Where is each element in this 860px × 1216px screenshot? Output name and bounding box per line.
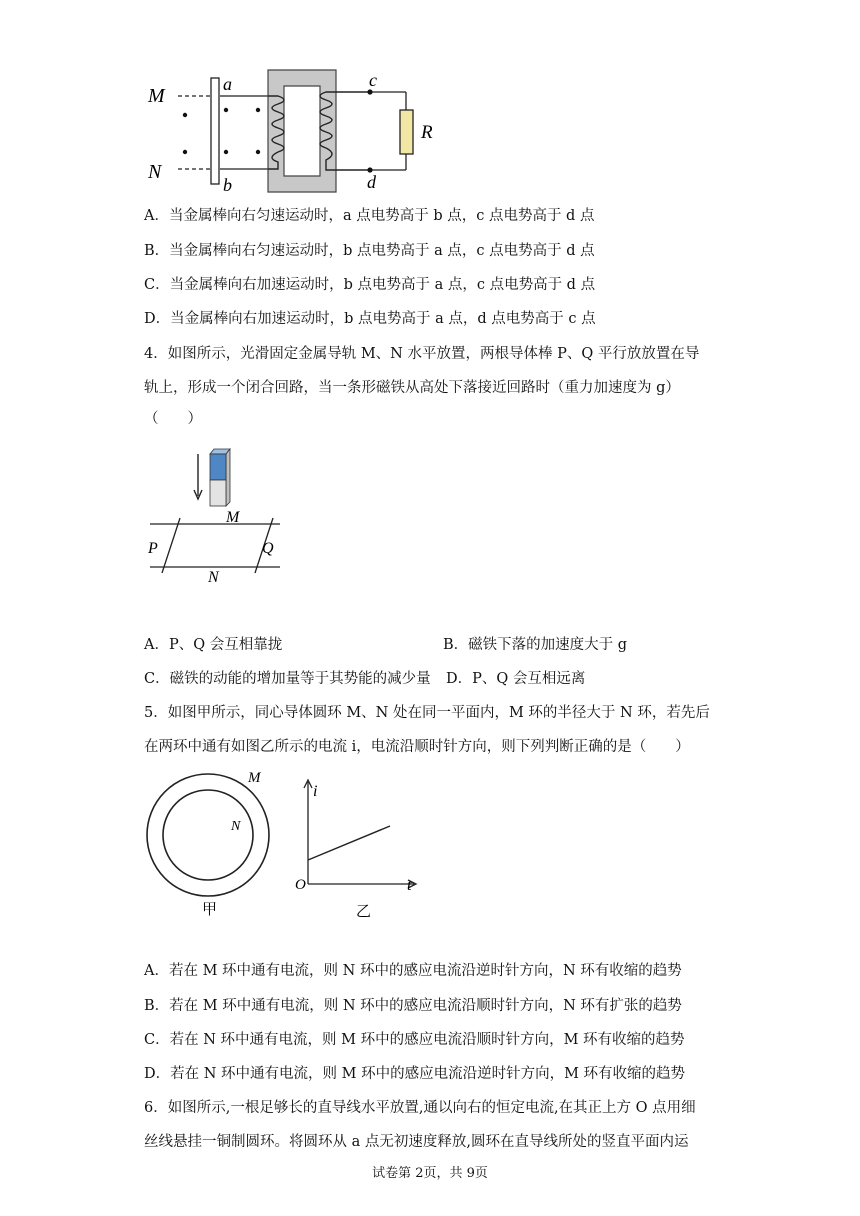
q5-option-b: B．若在 M 环中通有电流，则 N 环中的感应电流沿顺时针方向，N 环有扩张的趋势 bbox=[144, 998, 682, 1014]
q3-option-d: D．当金属棒向右加速运动时，b 点电势高于 a 点，d 点电势高于 c 点 bbox=[144, 311, 596, 327]
label-d: d bbox=[367, 172, 376, 192]
current-line bbox=[308, 826, 390, 860]
q4-option-a: A．P、Q 会互相靠拢 bbox=[144, 637, 283, 653]
q4-stem-line2: 轨上，形成一个闭合回路，当一条形磁铁从高处下落接近回路时（重力加速度为 g） bbox=[144, 380, 680, 396]
q4-stem-line1: 4．如图所示，光滑固定金属导轨 M、N 水平放置，两根导体棒 P、Q 平行放放置在导 bbox=[144, 346, 700, 362]
q6-stem-line2: 丝线悬挂一铜制圆环。将圆环从 a 点无初速度释放,圆环在直导线所处的竖直平面内运 bbox=[144, 1134, 689, 1150]
q3-transformer-figure bbox=[140, 40, 450, 200]
q3-option-c: C．当金属棒向右加速运动时，b 点电势高于 a 点，c 点电势高于 d 点 bbox=[144, 277, 596, 293]
q5-option-c: C．若在 N 环中通有电流，则 M 环中的感应电流沿顺时针方向，M 环有收缩的趋势 bbox=[144, 1032, 685, 1048]
label-M: M bbox=[248, 770, 261, 786]
q4-option-b: B．磁铁下落的加速度大于 g bbox=[443, 637, 628, 653]
label-Q: Q bbox=[262, 540, 274, 557]
label-b: b bbox=[223, 175, 232, 195]
q6-stem-line1: 6．如图所示,一根足够长的直导线水平放置,通以向右的恒定电流,在其正上方 O 点用细 bbox=[144, 1100, 696, 1116]
q5-current-graph bbox=[286, 772, 426, 922]
q4-option-c: C．磁铁的动能的增加量等于其势能的减少量 bbox=[144, 671, 431, 687]
q5-stem-line1: 5．如图甲所示，同心导体圆环 M、N 处在同一平面内，M 环的半径大于 N 环，若先后 bbox=[144, 705, 710, 721]
label-c: c bbox=[369, 70, 377, 90]
axis-label-t: t bbox=[407, 877, 412, 894]
metal-rod bbox=[211, 78, 219, 184]
q5-option-d: D．若在 N 环中通有电流，则 M 环中的感应电流沿逆时针方向，M 环有收缩的趋势 bbox=[144, 1066, 686, 1082]
bar-magnet bbox=[210, 449, 230, 506]
q5-rings-figure bbox=[140, 766, 280, 922]
q3-option-b: B．当金属棒向右匀速运动时，b 点电势高于 a 点，c 点电势高于 d 点 bbox=[144, 243, 595, 259]
label-M: M bbox=[226, 509, 240, 526]
q4-option-d: D．P、Q 会互相远离 bbox=[446, 671, 586, 687]
label-R: R bbox=[421, 122, 433, 143]
ring-M bbox=[147, 774, 269, 896]
resistor bbox=[400, 110, 413, 154]
caption-yi: 乙 bbox=[356, 904, 372, 920]
axis-label-i: i bbox=[313, 783, 318, 800]
q3-option-a: A．当金属棒向右匀速运动时，a 点电势高于 b 点，c 点电势高于 d 点 bbox=[144, 208, 595, 224]
iron-core bbox=[268, 70, 336, 192]
q4-stem-line3: （ ） bbox=[144, 411, 202, 427]
field-dots bbox=[183, 108, 260, 154]
origin-label: O bbox=[295, 877, 306, 893]
label-M: M bbox=[148, 85, 165, 107]
q4-magnet-rails-figure bbox=[140, 444, 290, 584]
label-N: N bbox=[148, 161, 162, 183]
label-P: P bbox=[148, 540, 158, 557]
page-footer: 试卷第 2页，共 9页 bbox=[372, 1166, 488, 1181]
caption-jia: 甲 bbox=[202, 902, 218, 918]
q5-option-a: A．若在 M 环中通有电流，则 N 环中的感应电流沿逆时针方向，N 环有收缩的趋势 bbox=[144, 963, 682, 979]
rod-P bbox=[162, 518, 180, 573]
q5-stem-line2: 在两环中通有如图乙所示的电流 i，电流沿顺时针方向，则下列判断正确的是（ ） bbox=[144, 739, 690, 755]
label-a: a bbox=[223, 74, 232, 94]
ring-N bbox=[163, 790, 253, 880]
label-N: N bbox=[231, 819, 241, 834]
label-N: N bbox=[208, 569, 219, 584]
